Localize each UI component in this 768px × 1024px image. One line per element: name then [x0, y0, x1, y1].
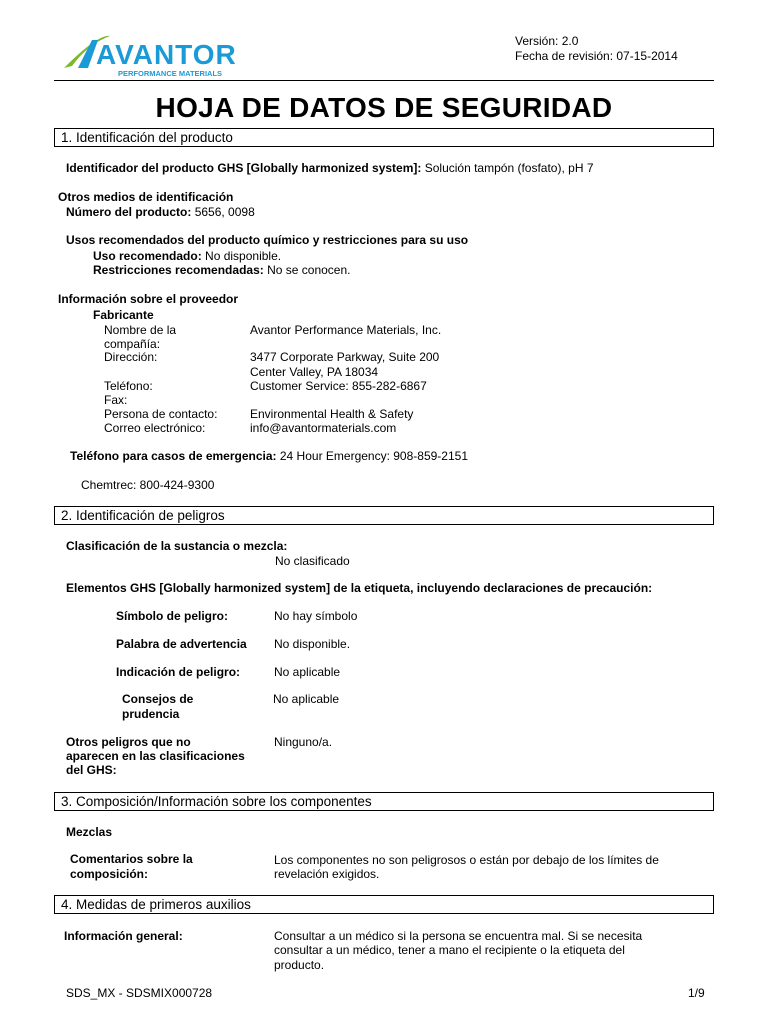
composition-comments-label: Comentarios sobre la [70, 852, 193, 866]
symbol-label: Símbolo de peligro: [116, 609, 229, 623]
contact-value: Environmental Health & Safety [250, 407, 414, 421]
ghs-identifier [66, 161, 594, 175]
page-title: HOJA DE DATOS DE SEGURIDAD [155, 92, 613, 123]
company-label: Nombre de la [104, 323, 177, 337]
version: Versión: 2.0 [515, 34, 579, 48]
logo-brand: AVANTOR [96, 39, 237, 70]
section-1-heading: 1. Identificación del producto [54, 128, 714, 147]
emergency-label: Teléfono para casos de emergencia: [70, 449, 277, 463]
recommended-use-value: No disponible. [205, 249, 282, 263]
email-label: Correo electrónico: [104, 421, 206, 435]
recommended-use [93, 249, 281, 263]
section-4-heading: 4. Medidas de primeros auxilios [54, 895, 714, 914]
emergency-value: 24 Hour Emergency: 908-859-2151 [279, 449, 468, 463]
supplier-heading: Información sobre el proveedor [58, 292, 239, 306]
general-info-line3: producto. [274, 958, 325, 972]
composition-comments-line2: revelación exigidos. [274, 867, 380, 881]
other-hazards-label-cont: aparecen en las clasificaciones [66, 749, 245, 763]
logo-subtitle: PERFORMANCE MATERIALS [118, 69, 223, 78]
address-line1: 3477 Corporate Parkway, Suite 200 [250, 350, 440, 364]
classification-value: No clasificado [275, 554, 350, 568]
recommended-use-label: Uso recomendado: [93, 249, 202, 263]
footer-page-number: 1/9 [688, 986, 705, 1000]
product-number-value: 5656, 0098 [194, 205, 255, 219]
general-info-line1: Consultar a un médico si la persona se encuentra mal. Si se necesita [274, 929, 643, 943]
mixtures-label: Mezclas [66, 825, 113, 839]
product-number-label: Número del producto: [66, 205, 192, 219]
fax-label: Fax: [104, 393, 128, 407]
phone-label: Teléfono: [104, 379, 153, 393]
composition-comments-line1: Los componentes no son peligrosos o están por debajo de los límites de [274, 853, 659, 867]
restrictions-value: No se conocen. [267, 263, 351, 277]
signal-word-label: Palabra de advertencia [116, 637, 247, 651]
symbol-value: No hay símbolo [274, 609, 358, 623]
footer-doc-id: SDS_MX - SDSMIX000728 [66, 986, 213, 1000]
company-value: Avantor Performance Materials, Inc. [250, 323, 442, 337]
section-2-heading: 2. Identificación de peligros [54, 506, 714, 525]
hazard-statement-value: No aplicable [274, 665, 341, 679]
section-3-heading: 3. Composición/Información sobre los componentes [54, 792, 714, 811]
phone-value: Customer Service: 855-282-6867 [250, 379, 427, 393]
restrictions [93, 263, 350, 277]
precaution-value: No aplicable [273, 692, 340, 706]
address-line2: Center Valley, PA 18034 [250, 365, 379, 379]
other-means-heading: Otros medios de identificación [58, 190, 234, 204]
other-hazards-label-end: del GHS: [66, 763, 117, 777]
chemtrec: Chemtrec: 800-424-9300 [81, 478, 215, 492]
precaution-label-cont: prudencia [122, 707, 180, 721]
manufacturer-heading: Fabricante [93, 308, 154, 322]
emergency-phone [70, 449, 468, 463]
avantor-logo [58, 30, 258, 82]
contact-label: Persona de contacto: [104, 407, 218, 421]
other-hazards-label: Otros peligros que no [66, 735, 191, 749]
other-hazards-value: Ninguno/a. [274, 735, 333, 749]
composition-comments-label-cont: composición: [70, 867, 149, 881]
uses-heading: Usos recomendados del producto químico y restricciones para su uso [66, 233, 469, 247]
ghs-identifier-value: Solución tampón (fosfato), pH 7 [424, 161, 594, 175]
general-info-label: Información general: [64, 929, 183, 943]
company-label-cont: compañía: [104, 337, 161, 351]
address-label: Dirección: [104, 350, 158, 364]
email-value[interactable]: info@avantormaterials.com [250, 421, 397, 435]
restrictions-label: Restricciones recomendadas: [93, 263, 264, 277]
product-number [66, 205, 255, 219]
ghs-elements-label: Elementos GHS [Globally harmonized system] de la etiqueta, incluyendo declaraciones de precaución: [66, 581, 653, 595]
revision-date: Fecha de revisión: 07-15-2014 [515, 49, 678, 63]
general-info-line2: consultar a un médico, tener a mano el recipiente o la etiqueta del [274, 943, 625, 957]
classification-label: Clasificación de la sustancia o mezcla: [66, 539, 288, 553]
header-rule [54, 80, 714, 81]
signal-word-value: No disponible. [274, 637, 351, 651]
precaution-label: Consejos de [122, 692, 194, 706]
hazard-statement-label: Indicación de peligro: [116, 665, 241, 679]
ghs-identifier-label: Identificador del producto GHS [Globally harmonized system]: [66, 161, 422, 175]
